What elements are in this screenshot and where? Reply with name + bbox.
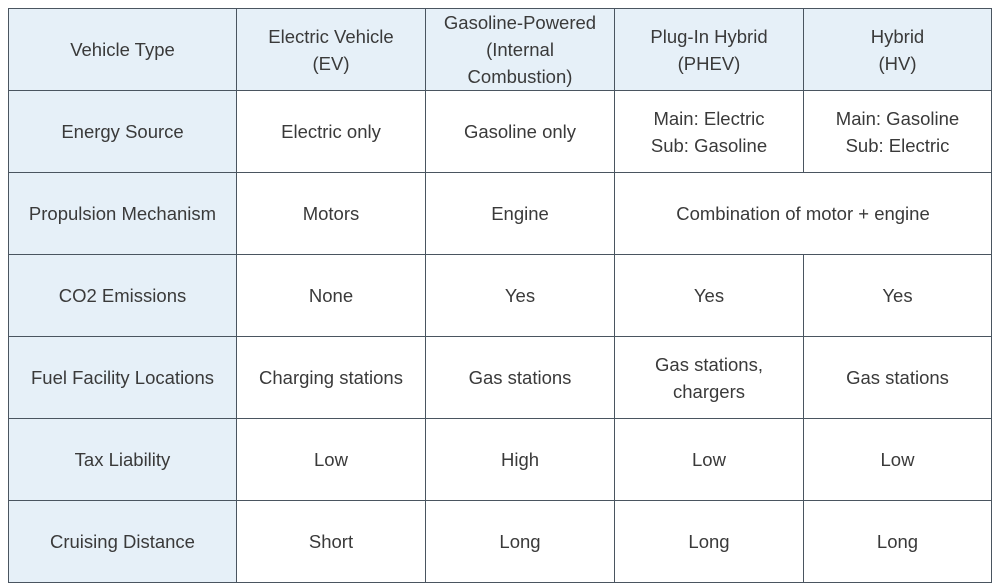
cell-ev: Motors xyxy=(237,173,426,255)
header-phev: Plug-In Hybrid (PHEV) xyxy=(615,9,804,91)
table-row xyxy=(9,501,992,583)
table-row xyxy=(9,337,992,419)
cell-ev: Low xyxy=(237,419,426,501)
row-label-cruising: Cruising Distance xyxy=(9,501,237,583)
header-ev: Electric Vehicle (EV) xyxy=(237,9,426,91)
cell-ev: Charging stations xyxy=(237,337,426,419)
header-gasoline: Gasoline-Powered (Internal Combustion) xyxy=(426,9,615,91)
header-row xyxy=(9,9,992,91)
cell-hv: Yes xyxy=(804,255,992,337)
cell-hv: Long xyxy=(804,501,992,583)
cell-ev: Electric only xyxy=(237,91,426,173)
header-hv: Hybrid (HV) xyxy=(804,9,992,91)
row-label-energy-source: Energy Source xyxy=(9,91,237,173)
row-label-tax: Tax Liability xyxy=(9,419,237,501)
cell-ev: None xyxy=(237,255,426,337)
row-label-fuel-facility: Fuel Facility Locations xyxy=(9,337,237,419)
table-row xyxy=(9,91,992,173)
cell-gasoline: Engine xyxy=(426,173,615,255)
cell-phev: Low xyxy=(615,419,804,501)
cell-gasoline: Gas stations xyxy=(426,337,615,419)
cell-phev: Yes xyxy=(615,255,804,337)
table-row xyxy=(9,255,992,337)
header-vehicle-type: Vehicle Type xyxy=(9,9,237,91)
vehicle-comparison-table xyxy=(8,8,992,583)
cell-hv: Gas stations xyxy=(804,337,992,419)
cell-gasoline: Yes xyxy=(426,255,615,337)
cell-gasoline: High xyxy=(426,419,615,501)
row-label-propulsion: Propulsion Mechanism xyxy=(9,173,237,255)
table-row xyxy=(9,173,992,255)
cell-gasoline: Long xyxy=(426,501,615,583)
cell-phev: Long xyxy=(615,501,804,583)
cell-hv: Low xyxy=(804,419,992,501)
cell-gasoline: Gasoline only xyxy=(426,91,615,173)
cell-ev: Short xyxy=(237,501,426,583)
cell-phev: Gas stations, chargers xyxy=(615,337,804,419)
cell-hv: Main: Gasoline Sub: Electric xyxy=(804,91,992,173)
row-label-co2: CO2 Emissions xyxy=(9,255,237,337)
cell-phev: Main: Electric Sub: Gasoline xyxy=(615,91,804,173)
table-row xyxy=(9,419,992,501)
cell-hybrids-merged: Combination of motor + engine xyxy=(615,173,992,255)
